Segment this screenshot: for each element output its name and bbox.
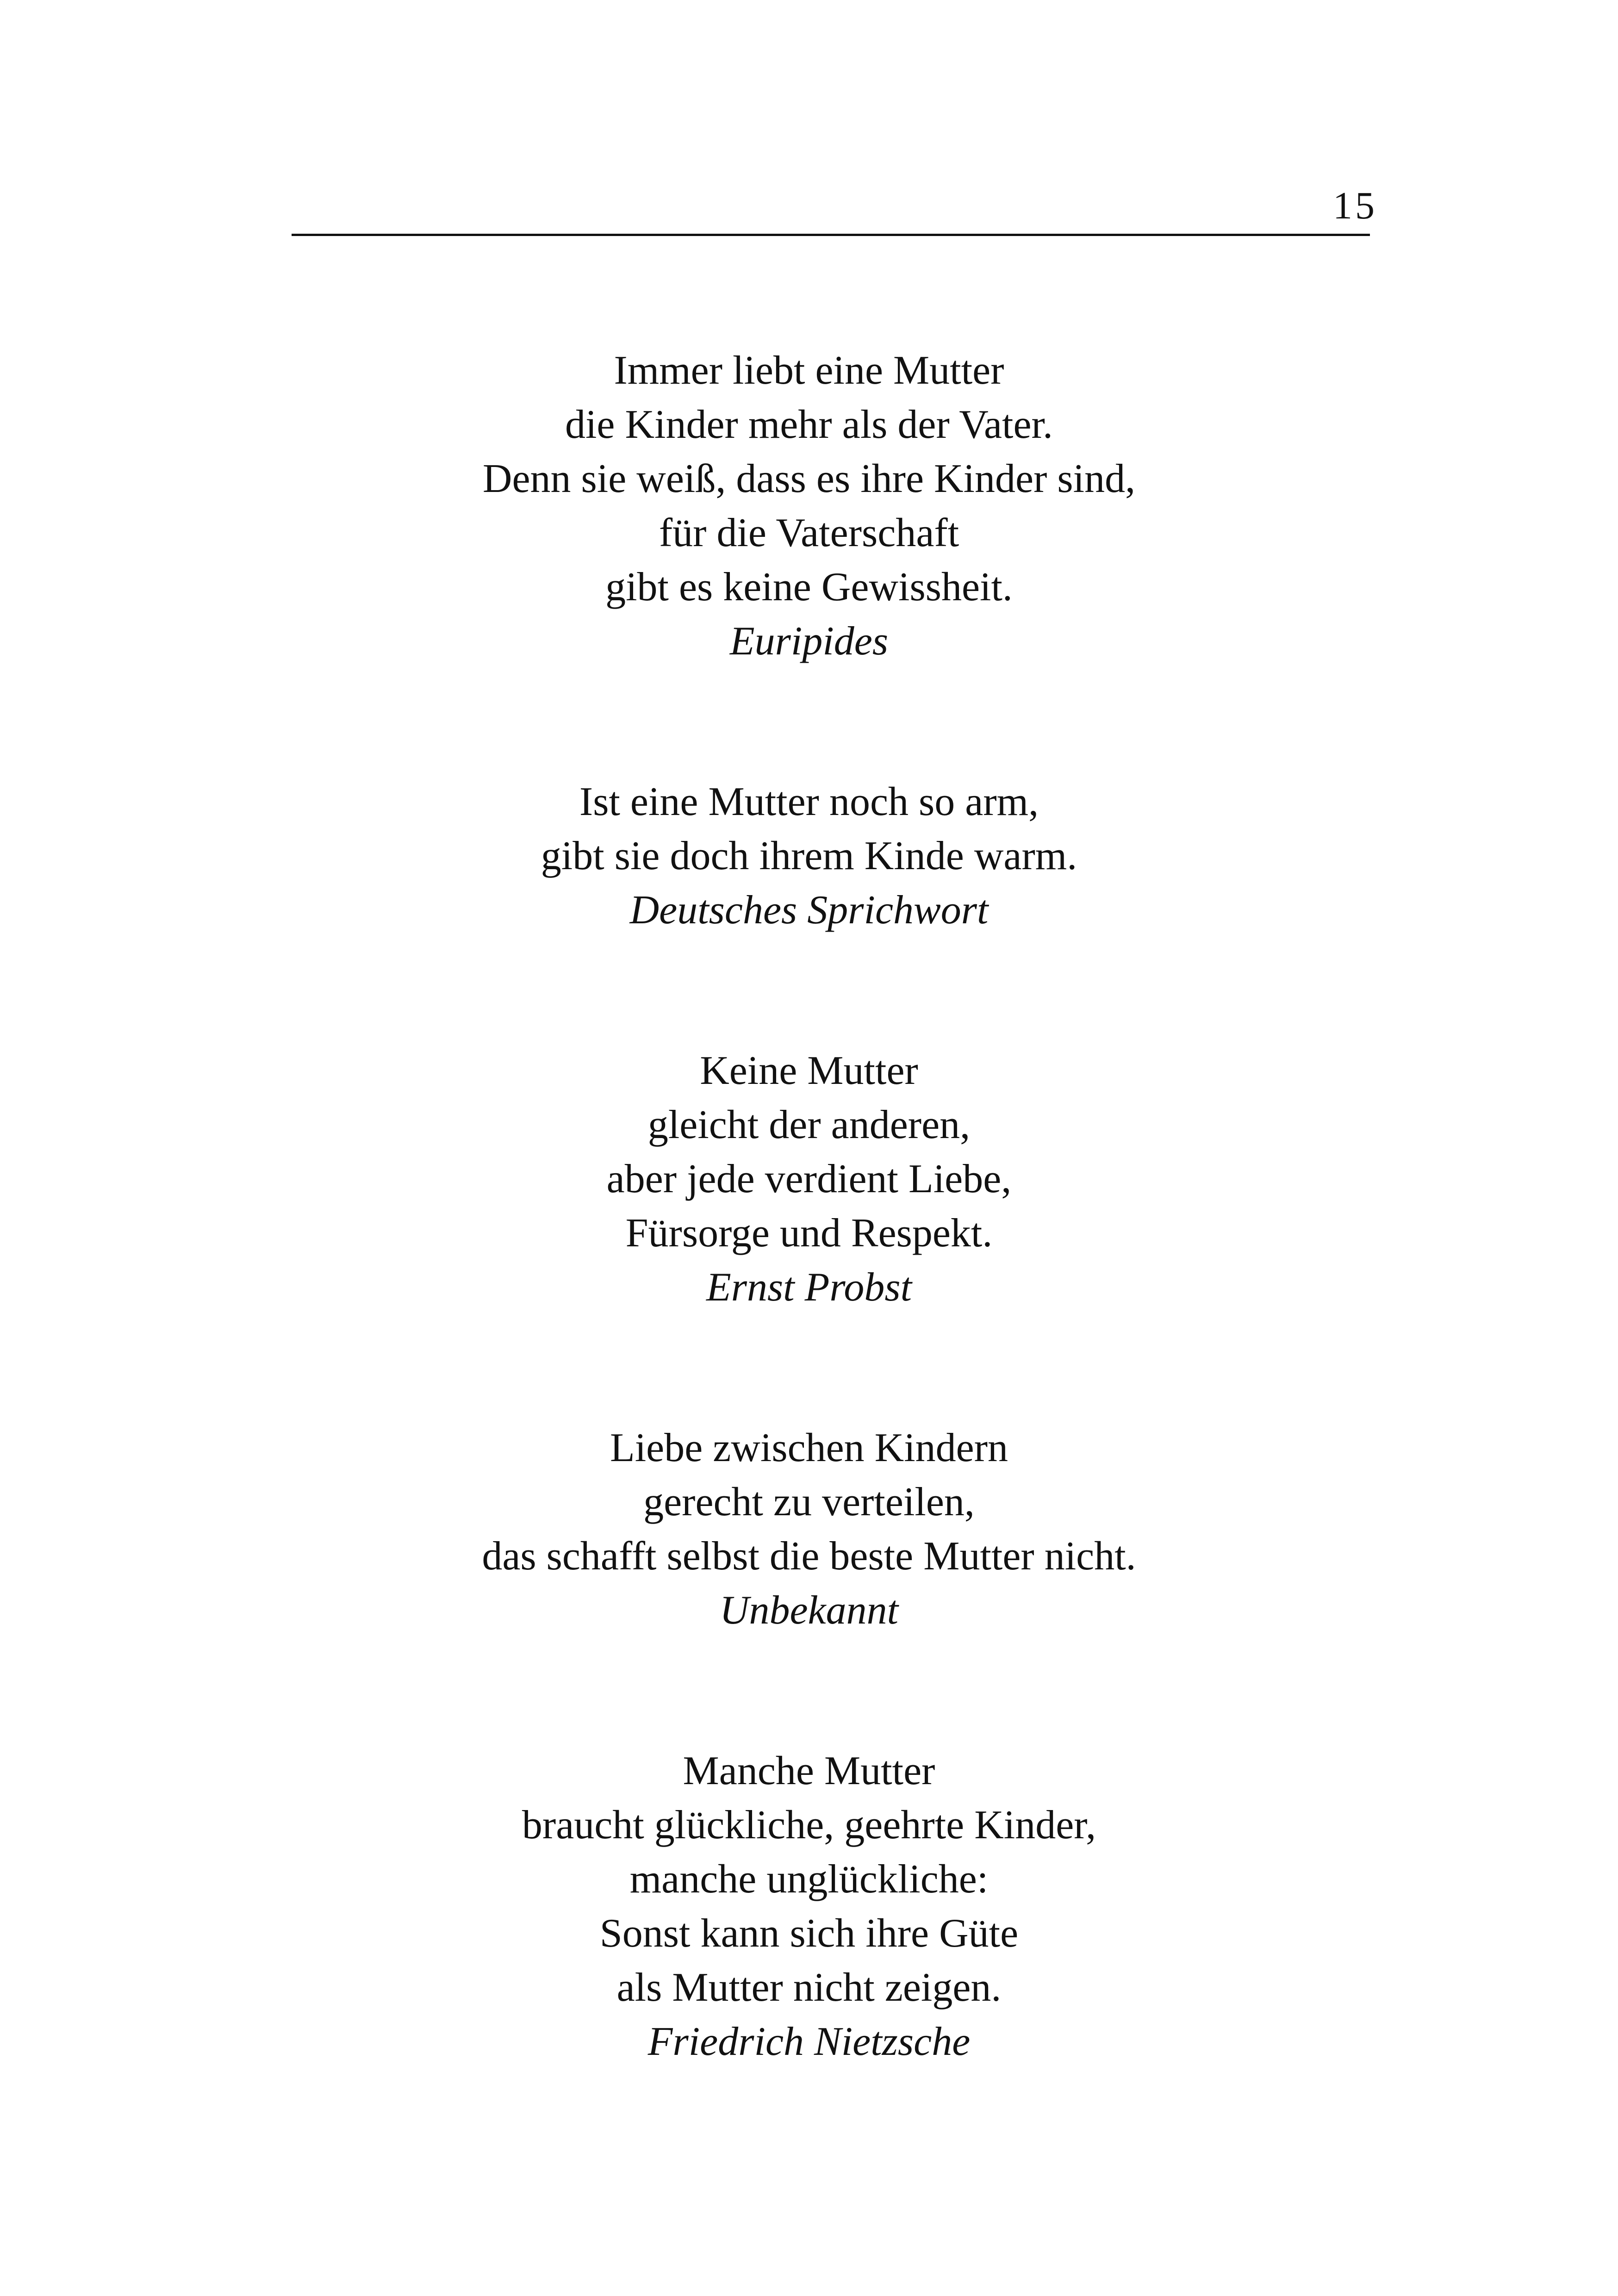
quote-author: Ernst Probst	[706, 1265, 912, 1310]
quote-author: Unbekannt	[719, 1588, 899, 1633]
quote-line: Liebe zwischen Kindern	[610, 1425, 1008, 1470]
quote-block	[0, 343, 1618, 668]
quote-line: Ist eine Mutter noch so arm,	[579, 779, 1039, 824]
quote-line: für die Vaterschaft	[659, 510, 959, 555]
quote-line: gleicht der anderen,	[647, 1102, 971, 1147]
quote-line: gibt sie doch ihrem Kinde warm.	[541, 834, 1077, 878]
quote-block	[0, 775, 1618, 937]
quote-line: gibt es keine Gewissheit.	[605, 565, 1013, 610]
quote-author: Euripides	[729, 619, 889, 664]
page-number: 15	[1333, 184, 1377, 227]
quote-line: Sonst kann sich ihre Güte	[599, 1911, 1019, 1956]
quote-line: Manche Mutter	[683, 1748, 935, 1793]
header-rule	[292, 234, 1370, 236]
quote-author: Friedrich Nietzsche	[647, 2019, 971, 2064]
quote-line: braucht glückliche, geehrte Kinder,	[522, 1803, 1096, 1848]
quote-line: aber jede verdient Liebe,	[606, 1157, 1012, 1201]
quote-line: die Kinder mehr als der Vater.	[565, 402, 1053, 447]
quote-line: manche unglückliche:	[629, 1857, 989, 1902]
quote-block	[0, 1421, 1618, 1637]
quote-block	[0, 1044, 1618, 1314]
quote-block	[0, 1744, 1618, 2069]
quote-author: Deutsches Sprichwort	[629, 888, 989, 933]
quote-line: Immer liebt eine Mutter	[614, 348, 1004, 393]
quote-line: Fürsorge und Respekt.	[625, 1211, 993, 1256]
quote-line: das schafft selbst die beste Mutter nicht.	[482, 1534, 1136, 1579]
quote-line: Keine Mutter	[700, 1048, 918, 1093]
quote-list	[0, 343, 1618, 2175]
quote-line: Denn sie weiß, dass es ihre Kinder sind,	[482, 456, 1136, 501]
quote-line: als Mutter nicht zeigen.	[616, 1965, 1002, 2010]
quote-line: gerecht zu verteilen,	[643, 1480, 975, 1524]
